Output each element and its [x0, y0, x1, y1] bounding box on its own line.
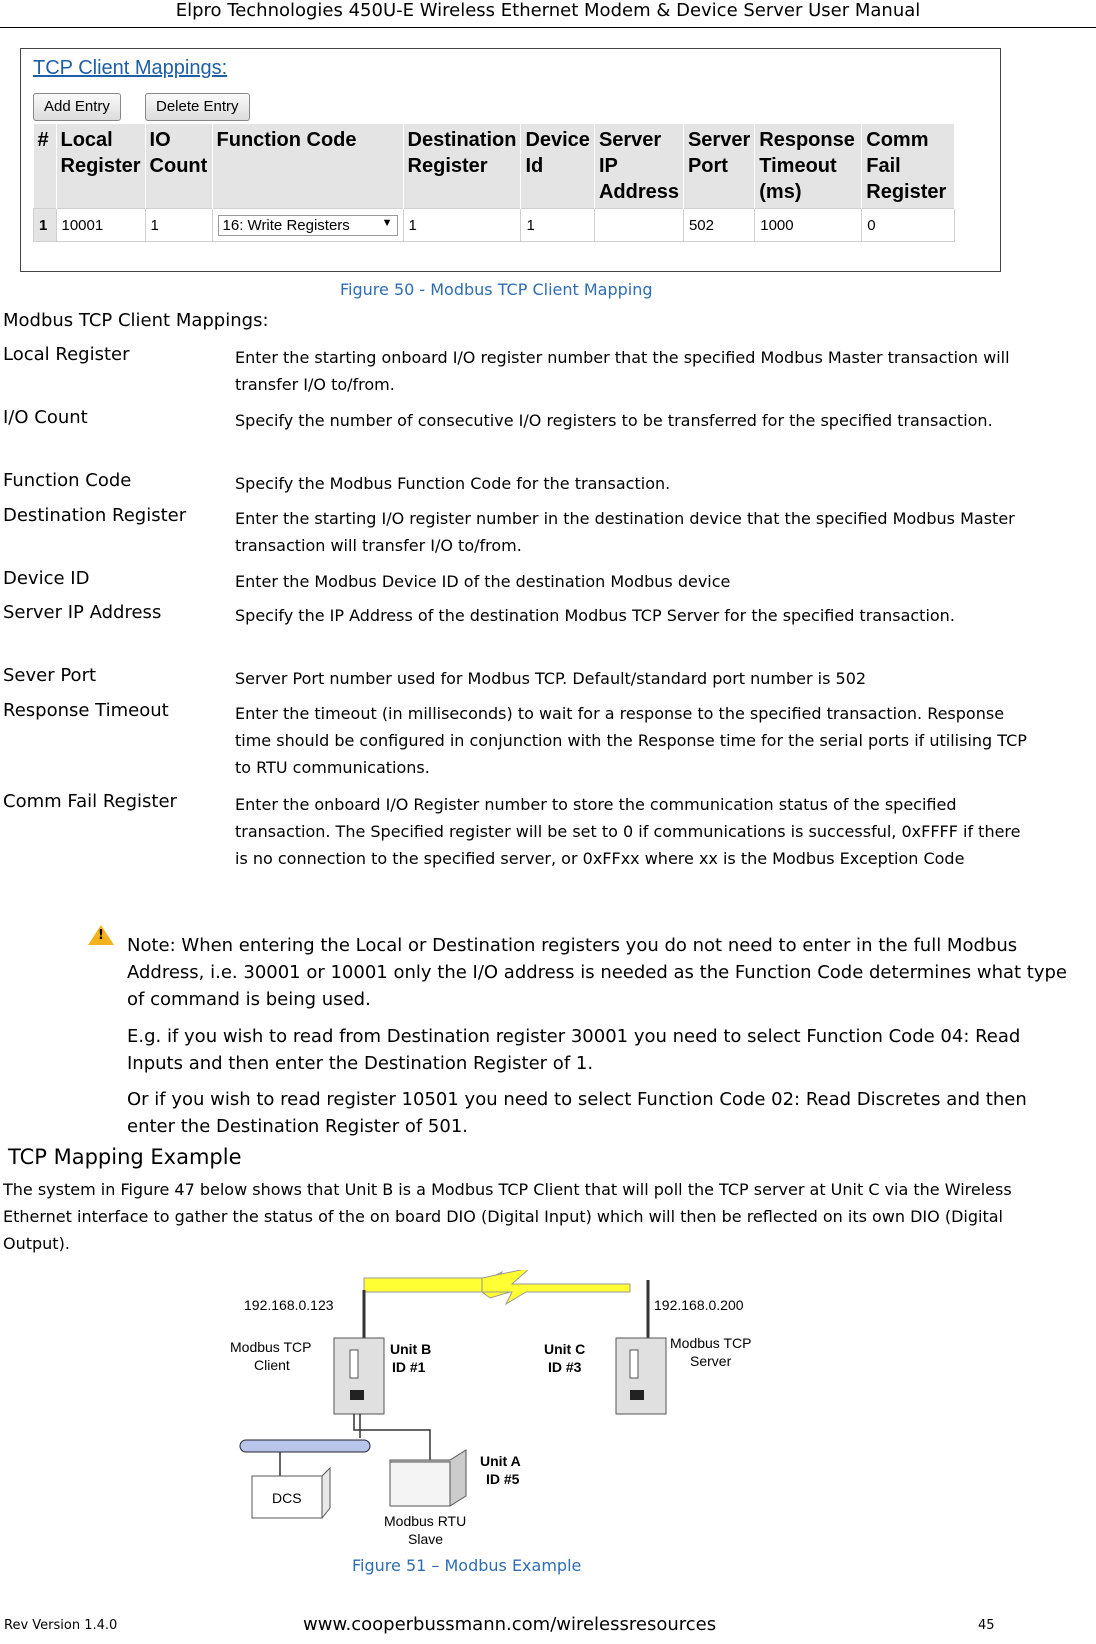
client-label: Modbus TCP [230, 1339, 312, 1355]
col-header: Destination Register [403, 124, 521, 209]
chevron-down-icon: ▼ [381, 216, 393, 229]
unit-b-id: ID #1 [392, 1359, 426, 1375]
definition-desc: Enter the onboard I/O Register number to store the communication status of the specified transaction. The Specified register will be set to 0 if communications is successful, 0xFFFF if there is no connection to the specified server, or 0xFFxx where xx is the Modbus Exception Code [235, 795, 1021, 868]
definition-response-timeout [3, 700, 1083, 784]
definition-term: Response Timeout [3, 700, 169, 721]
server-label: Modbus TCP [670, 1335, 752, 1351]
definition-term: Server IP Address [3, 602, 162, 623]
footer-url[interactable]: www.cooperbussmann.com/wirelessresources [303, 1614, 717, 1635]
footer-version: Rev Version 1.4.0 [4, 1618, 118, 1633]
ip-unit-b: 192.168.0.123 [244, 1297, 334, 1313]
definition-local-register [3, 344, 1083, 400]
network-bus [240, 1440, 370, 1452]
client-label: Client [254, 1357, 290, 1373]
delete-entry-button[interactable]: Delete Entry [145, 93, 250, 121]
definition-desc: Specify the IP Address of the destination Modbus TCP Server for the specified transaction. [235, 606, 955, 625]
unit-a-label: Unit A [480, 1453, 521, 1469]
server-label: Server [690, 1353, 732, 1369]
function-code-select[interactable] [218, 215, 398, 236]
table-header-row [34, 124, 955, 209]
definition-desc: Specify the number of consecutive I/O registers to be transferred for the specified transaction. [235, 411, 993, 430]
col-header: Function Code [212, 124, 403, 209]
note-1: Note: When entering the Local or Destination registers you do not need to enter in the full Modbus Address, i.e. 30001 or 10001 only the I/O address is needed as the Function Code determines what type of command is being used. [127, 935, 1067, 1010]
col-header: Local Register [56, 124, 145, 209]
definition-term: I/O Count [3, 407, 88, 428]
definition-desc: Server Port number used for Modbus TCP. Default/standard port number is 502 [235, 669, 867, 688]
col-header: IO Count [145, 124, 212, 209]
definition-io-count [3, 407, 1083, 463]
col-header: Server Port [683, 124, 754, 209]
io-count-input[interactable]: 1 [145, 209, 212, 242]
function-code-value: 16: Write Registers [222, 216, 350, 234]
definition-term: Destination Register [3, 505, 187, 526]
col-header: Server IP Address [594, 124, 683, 209]
unit-c-device [616, 1338, 666, 1414]
definition-term: Comm Fail Register [3, 791, 177, 812]
unit-b-device [334, 1338, 384, 1414]
definition-function-code [3, 470, 1083, 498]
section-title: Modbus TCP Client Mappings: [3, 310, 269, 331]
col-header: Response Timeout (ms) [755, 124, 862, 209]
response-timeout-input[interactable]: 1000 [755, 209, 862, 242]
definition-term: Device ID [3, 568, 90, 589]
unit-a-id: ID #5 [486, 1471, 520, 1487]
table-row [34, 209, 955, 242]
definition-desc: Enter the starting I/O register number in the destination device that the specified Modbus Master transaction will transfer I/O to/from. [235, 509, 1015, 555]
unit-b-label: Unit B [390, 1341, 432, 1357]
comm-fail-register-input[interactable]: 0 [862, 209, 955, 242]
definition-comm-fail-register [3, 791, 1083, 903]
col-header: # [34, 124, 57, 209]
page-header [0, 0, 1096, 28]
note-2: E.g. if you wish to read from Destination register 30001 you need to select Function Code 04: Read Inputs and then enter the Destination Register of 1. [127, 1026, 1021, 1074]
footer-page-number: 45 [978, 1618, 995, 1633]
definition-term: Local Register [3, 344, 130, 365]
col-header: Comm Fail Register [862, 124, 955, 209]
device-id-input[interactable]: 1 [521, 209, 595, 242]
dcs-label: DCS [272, 1490, 302, 1506]
note-3: Or if you wish to read register 10501 you need to select Function Code 02: Read Discretes and then enter the Destination Register of 501. [127, 1089, 1027, 1137]
figure-51-caption: Figure 51 – Modbus Example [352, 1556, 582, 1575]
local-register-input[interactable]: 10001 [56, 209, 145, 242]
ip-unit-c: 192.168.0.200 [654, 1297, 744, 1313]
figure-50-caption: Figure 50 - Modbus TCP Client Mapping [340, 280, 653, 299]
example-title: TCP Mapping Example [8, 1145, 242, 1169]
definition-destination-register [3, 505, 1083, 561]
unit-c-label: Unit C [544, 1341, 586, 1357]
header-title: Elpro Technologies 450U-E Wireless Ethernet Modem & Device Server User Manual [175, 0, 921, 21]
definition-term: Function Code [3, 470, 132, 491]
definition-desc: Enter the timeout (in milliseconds) to wait for a response to the specified transaction. Response time should be configured in conjunction with the Response time for the serial ports if utilising TCP to RTU communications. [235, 704, 1027, 777]
mappings-table [33, 124, 955, 242]
definition-desc: Enter the Modbus Device ID of the destination Modbus device [235, 572, 731, 591]
wireless-link-icon [482, 1270, 630, 1304]
definition-device-id [3, 568, 1083, 596]
definition-server-port [3, 665, 1083, 693]
unit-c-id: ID #3 [548, 1359, 582, 1375]
definition-desc: Enter the starting onboard I/O register number that the specified Modbus Master transaction will transfer I/O to/from. [235, 348, 1010, 394]
definition-desc: Specify the Modbus Function Code for the transaction. [235, 474, 671, 493]
col-header: Device Id [521, 124, 595, 209]
function-code-cell [212, 209, 403, 242]
rtu-label: Slave [408, 1531, 444, 1547]
mappings-title: TCP Client Mappings: [33, 57, 228, 79]
tcp-client-mappings-screenshot [20, 48, 1001, 272]
row-number: 1 [34, 209, 57, 242]
server-ip-input[interactable] [594, 209, 683, 242]
definition-term: Sever Port [3, 665, 97, 686]
add-entry-button[interactable]: Add Entry [33, 93, 121, 121]
destination-register-input[interactable]: 1 [403, 209, 521, 242]
rtu-label: Modbus RTU [384, 1513, 467, 1529]
example-paragraph: The system in Figure 47 below shows that Unit B is a Modbus TCP Client that will poll the TCP server at Unit C via the Wireless Ethernet interface to gather the status of the on board DIO (Digital Input) which will then be reflected on its own DIO (Digital Output). [3, 1180, 1012, 1253]
definition-server-ip [3, 602, 1083, 658]
server-port-input[interactable]: 502 [683, 209, 754, 242]
modbus-example-diagram [230, 1270, 810, 1560]
